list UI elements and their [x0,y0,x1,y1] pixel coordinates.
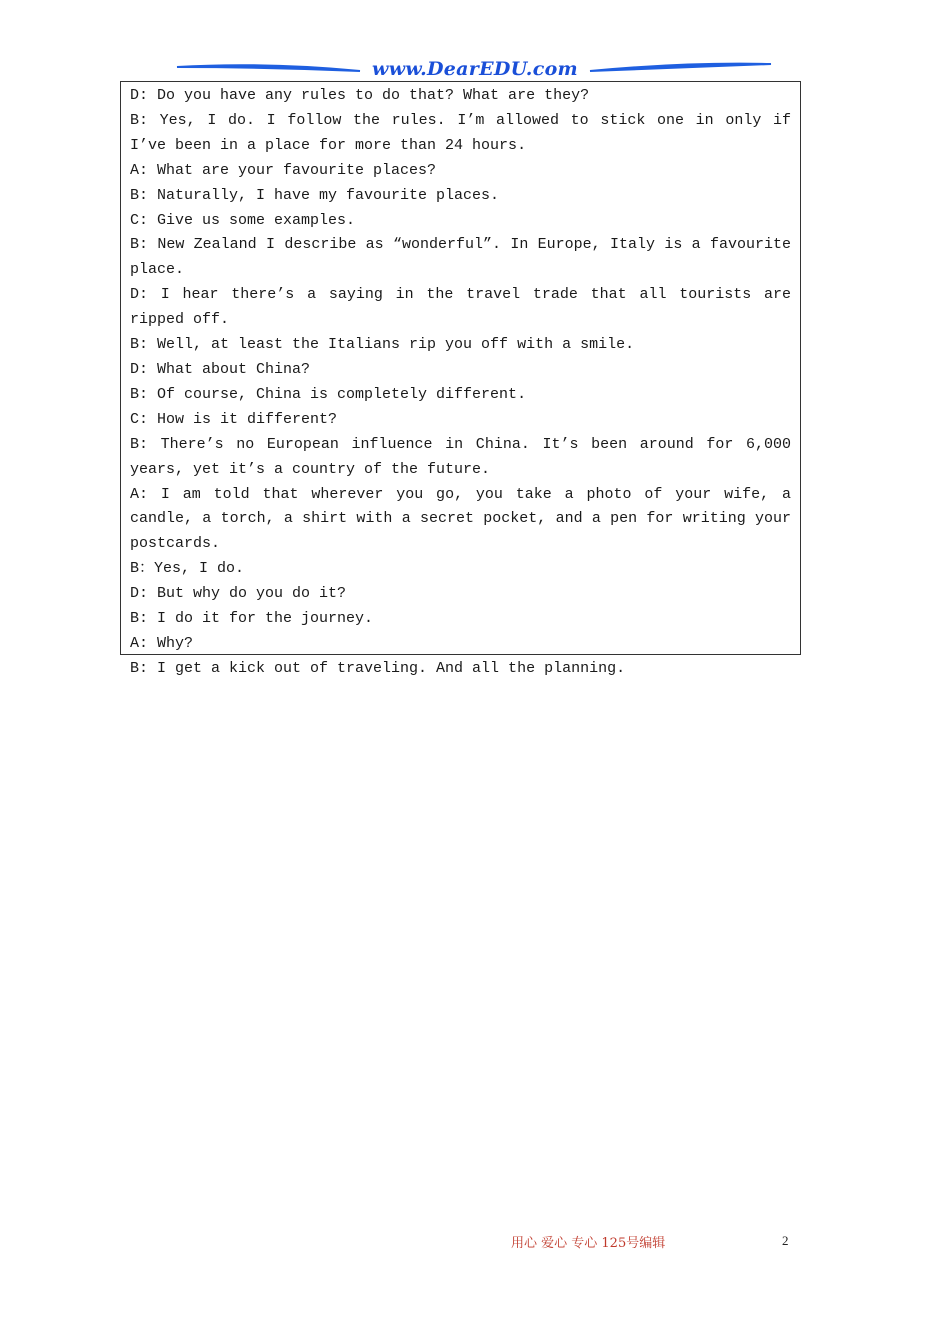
dialogue-line: A: Why? [130,634,194,652]
dialogue-box [120,81,801,677]
page-number: 2 [782,1233,789,1248]
dialogue-line: B: Well, at least the Italians rip you off with a smile. [130,336,635,354]
dialogue-line: B: New Zealand I describe as “wonderful”. In Europe, Italy is a favourite place. [130,236,791,279]
dialogue-line: B：Yes, I do. [130,560,245,578]
dialogue-line: D: Do you have any rules to do that? What are they? [130,87,590,104]
dialogue-line: A: What are your favourite places? [130,161,437,179]
dialogue-line: D: What about China? [130,360,311,378]
dialogue-line: A: I am told that wherever you go, you take a photo of your wife, a candle, a torch, a shirt with a secret pocket, and a pen for writing your postcards. [130,485,791,553]
dialogue-line: C: How is it different? [130,410,338,428]
dialogue-line: C: Give us some examples. [130,211,356,229]
dialogue-line: D: I hear there’s a saying in the travel trade that all tourists are ripped off. [130,286,791,329]
site-header [175,56,775,82]
dialogue-line: B: Naturally, I have my favourite places. [130,186,500,204]
dialogue-line: B: Of course, China is completely different. [130,385,527,403]
dialogue-line: B: I get a kick out of traveling. And all the planning. [130,659,626,677]
dialogue-line: B: I do it for the journey. [130,610,374,628]
dialogue-line: D: But why do you do it? [130,585,347,603]
footer-editor-note: 用心 爱心 专心 125号编辑 [511,1236,666,1251]
dialogue-line: B: There’s no European influence in China. It’s been around for 6,000 years, yet it’s a country of the future. [130,435,791,478]
dialogue-line: B: Yes, I do. I follow the rules. I’m allowed to stick one in only if I’ve been in a place for more than 24 hours. [130,111,791,154]
site-url: www.DearEDU.com [372,58,578,80]
